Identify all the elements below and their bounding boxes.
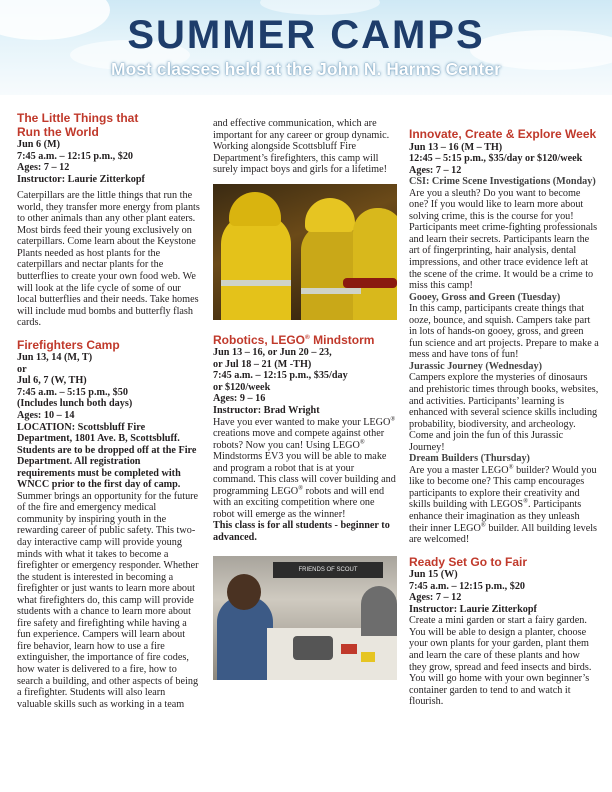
- student-head: [227, 574, 261, 610]
- robotics-photo: [213, 556, 397, 680]
- firefighters-photo: [213, 184, 397, 320]
- firefighter-figure: [221, 214, 291, 320]
- session-title: Gooey, Gross and Green (Tuesday): [409, 291, 561, 303]
- camp-location: LOCATION: Scottsbluff Fire Department, 1801 Ave. B, Scottsbluff. Students are to be dropped off at the Fire Department. All registration requirements must be completed with WNCC prior to the first day of camp.: [17, 421, 197, 491]
- camp-firefighters: [17, 339, 200, 710]
- camp-instructor: Instructor: Laurie Zitterkopf: [17, 173, 145, 185]
- camp-title: Robotics, LEGO® Mindstorm: [213, 332, 375, 347]
- camp-ages: Ages: 9 – 16: [213, 393, 266, 405]
- camp-time: 7:45 a.m. – 5:15 p.m., $50: [17, 386, 128, 398]
- camp-date-or: or: [17, 363, 27, 375]
- camp-innovate: [409, 128, 599, 546]
- hose-nozzle: [343, 278, 397, 288]
- helmet-icon: [305, 198, 355, 232]
- camp-lunch-note: (Includes lunch both days): [17, 398, 133, 410]
- camp-ages: Ages: 7 – 12: [409, 164, 462, 176]
- camp-date: Jun 13 – 16, or Jun 20 – 23,: [213, 347, 332, 359]
- camp-time: 7:45 a.m. – 12:15 p.m., $20: [409, 580, 526, 592]
- camp-description-continued: and effective communication, which are important for any career or group dynamic. Working alongside Scottsbluff Fire Department’s firefighters, this camp will surely impact boys and girls for a lifetime!: [213, 118, 390, 176]
- camp-description: Create a mini garden or start a fairy garden. You will be able to design a planter, choose your own plants for your garden, plant them and learn the care of these plants and how they grow, spread and feed insects and birds. You will go home with your own beginner’s container garden to tend to and watch it flourish.: [409, 615, 592, 708]
- session-description: Are you a sleuth? Do you want to become one? If you would like to learn more about solving crime, this is the course for you! Participants meet crime-fighting professionals and learn their secrets. Participants learn the art of fingerprinting, hair analysis, dental impressions, and other trace evidence left at the scene of the crime. It would be a crime to miss this camp!: [409, 187, 598, 292]
- camp-date: Jun 13 – 16 (M – TH): [409, 141, 503, 153]
- page-subtitle: Most classes held at the John N. Harms Center: [111, 59, 501, 79]
- camp-description: Have you ever wanted to make your LEGO® creations move and compete against other robots? Now you can! Using LEGO® Mindstorms EV3 you will be able to make and program a robot that is at your command. This class will cover building and programming LEGO® robots and will end with an exciting competition where one robot will emerge as the winner!: [213, 415, 396, 520]
- banner: FRIENDS OF SCOUT: [273, 562, 383, 578]
- camp-ages: Ages: 10 – 14: [17, 409, 75, 421]
- camp-time: 7:45 a.m. – 12:15 p.m., $20: [17, 150, 134, 162]
- camp-date: Jul 6, 7 (W, TH): [17, 375, 87, 387]
- camp-date: Jun 13, 14 (M, T): [17, 352, 93, 364]
- camp-note: This class is for all students - beginner to advanced.: [213, 520, 390, 543]
- camp-description: Caterpillars are the little things that run the world, they transfer more energy from plants to other animals than any other plant eaters. Most birds feed their young exclusively on caterpillars. Come learn about the Keystone Plants needed as host plants for the caterpillars and nectar plants for the butterflies to create your own food web. We will look at the life cycle of some of our local butterflies and their needs. Take homes will include mud bombs and butterfly flash cards.: [17, 190, 200, 329]
- camp-little-things: [17, 112, 200, 329]
- camp-date: Jun 6 (M): [17, 139, 61, 150]
- camp-title: The Little Things that: [17, 111, 139, 125]
- firefighter-figure: [353, 208, 397, 320]
- camp-instructor: Instructor: Laurie Zitterkopf: [409, 603, 537, 615]
- session-title: Dream Builders (Thursday): [409, 453, 530, 465]
- camp-date: Jun 15 (W): [409, 569, 458, 581]
- firefighter-figure: [301, 224, 361, 320]
- session-description: Are you a master LEGO® builder? Would you like to become one? This camp encourages participants to explore their creativity and skills building with LEGOS®. Participants enhance their imagination as they unleash their inner LEGO® builder. All building levels are welcomed!: [409, 463, 598, 546]
- header-banner: [0, 0, 612, 95]
- camp-time: 12:45 – 5:15 p.m., $35/day or $120/week: [409, 153, 583, 165]
- helmet-icon: [229, 192, 281, 226]
- session-title: CSI: Crime Scene Investigations (Monday): [409, 176, 596, 188]
- lego-bricks: [361, 652, 375, 662]
- camp-ages: Ages: 7 – 12: [17, 162, 70, 174]
- camp-date: or Jul 18 – 21 (M -TH): [213, 358, 312, 370]
- camp-description: Summer brings an opportunity for the future of the fire and emergency medical community by inspiring youth in the rewarding career of public safety. This two-day interactive camp will provide young minds with what it takes to become a firefighter or emergency responder. Whether the student is interested in becoming a firefighter or just wants to learn more about what firefighters do, this camp will provide students with a chance to learn more about fire safety and firefighting while having a fun experience. Campers will learn about fire behavior, learn how to use a fire extinguisher, the importance of fire codes, how water is delivered to a fire, how to search a building, and other aspects of being a firefighter. Students will also learn valuable skills such as working in a team: [17, 490, 199, 710]
- camp-fair: [409, 556, 599, 708]
- student-figure: [361, 586, 397, 636]
- camp-instructor: Instructor: Brad Wright: [213, 404, 320, 416]
- column-left: [17, 112, 200, 710]
- reflective-stripe: [301, 288, 361, 294]
- camp-title: Innovate, Create & Explore Week: [409, 127, 597, 141]
- session-description: In this camp, participants create things that ooze, bounce, and squish. Campers take part in lots of hands-on gooey, gross, and green fun science and art projects. Prepare to make a mess and have tons of fun!: [409, 303, 599, 361]
- camp-title: Run the World: [17, 124, 99, 139]
- column-middle: [213, 118, 397, 680]
- lego-robot: [293, 636, 333, 660]
- camp-time: or $120/week: [213, 381, 271, 393]
- session-description: Campers explore the mysteries of dinosaurs and prehistoric times through books, websites, and activities. Participants’ learning is enhanced with several science skills including probability, biodiversity, and archeology. Come and join the fun of this Jurassic Journey!: [409, 372, 599, 453]
- reflective-stripe: [221, 280, 291, 286]
- column-right: [409, 128, 599, 708]
- lego-bricks: [341, 644, 357, 654]
- page-title: SUMMER CAMPS: [127, 13, 485, 57]
- camp-robotics: [213, 334, 397, 544]
- camp-title: Firefighters Camp: [17, 337, 120, 352]
- camp-ages: Ages: 7 – 12: [409, 592, 462, 604]
- camp-title: Ready Set Go to Fair: [409, 554, 528, 569]
- camp-time: 7:45 a.m. – 12:15 p.m., $35/day: [213, 370, 348, 382]
- session-title: Jurassic Journey (Wednesday): [409, 360, 543, 372]
